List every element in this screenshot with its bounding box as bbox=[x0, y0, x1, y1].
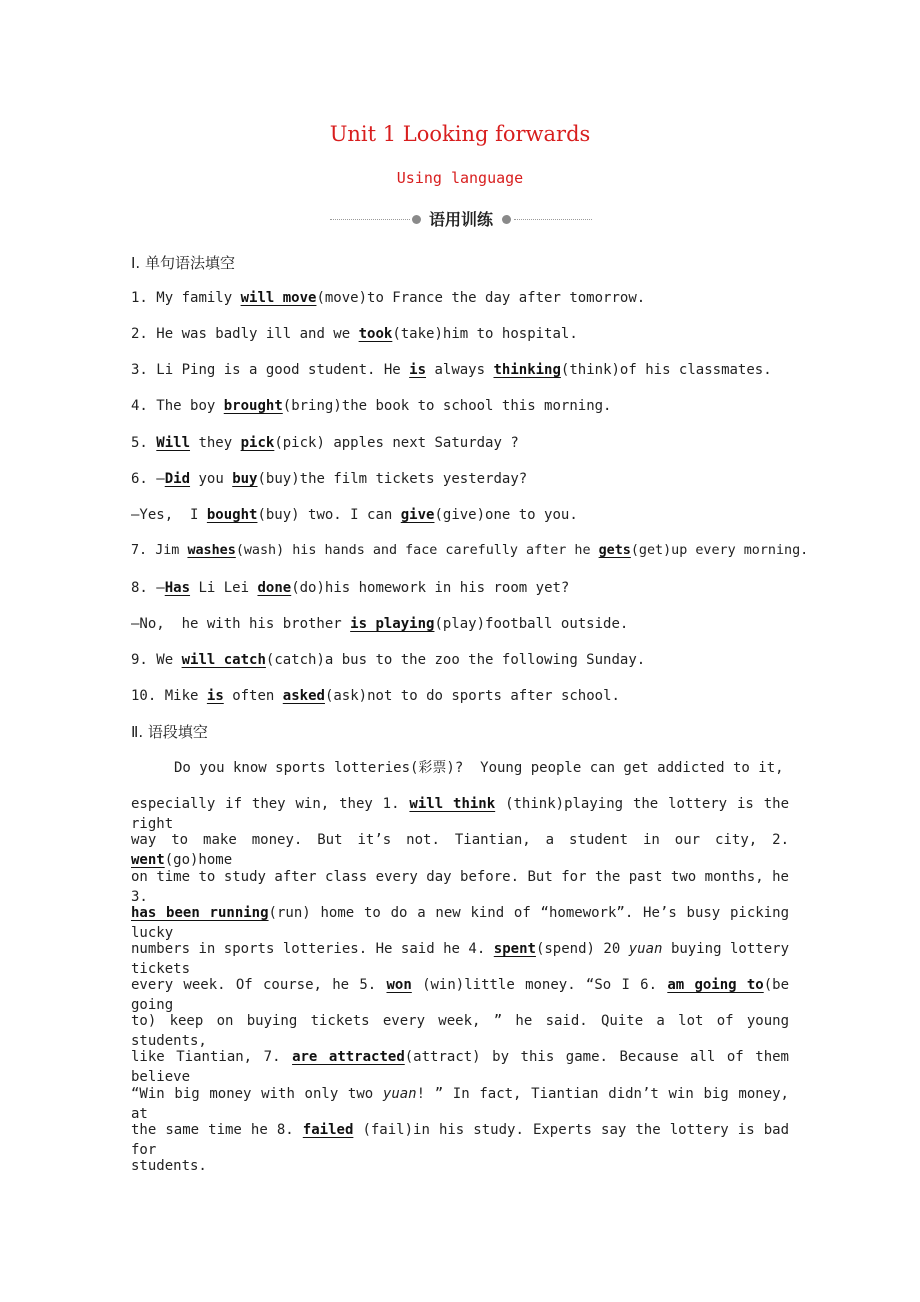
answer: washes bbox=[187, 543, 236, 558]
answer: is playing bbox=[350, 616, 435, 632]
passage-line-4: on time to study after class every day before. But for the past two months, he 3. bbox=[131, 869, 789, 905]
section-banner bbox=[330, 206, 592, 234]
question-8-reply: —No, he with his brother is playing(play)football outside. bbox=[131, 616, 629, 632]
answer: Did bbox=[164, 471, 191, 487]
answer: Will bbox=[156, 435, 191, 451]
answer: Has bbox=[164, 580, 191, 596]
passage-line-11: the same time he 8. failed (fail)in his study. Experts say the lottery is bad for bbox=[131, 1122, 790, 1158]
passage-line-10: “Win big money with only two yuan! ” In fact, Tiantian didn’t win big money, at bbox=[131, 1086, 789, 1122]
question-9: 9. We will catch(catch)a bus to the zoo the following Sunday. bbox=[131, 652, 646, 668]
banner-label: 语用训练 bbox=[428, 210, 493, 229]
passage-line-2: especially if they win, they 1. will think (think)playing the lottery is the right bbox=[131, 796, 790, 832]
banner-left-dot-icon bbox=[412, 215, 421, 224]
question-8: 8. —Has Li Lei done(do)his homework in his room yet? bbox=[131, 580, 570, 596]
answer: won bbox=[386, 977, 412, 993]
answer: gets bbox=[598, 543, 631, 558]
answer: has been running bbox=[131, 905, 269, 921]
question-6-reply: —Yes, I bought(buy) two. I can give(give)one to you. bbox=[131, 507, 578, 523]
answer: pick bbox=[240, 435, 275, 451]
answer: done bbox=[257, 580, 292, 596]
page-title: Unit 1 Looking forwards bbox=[329, 122, 591, 146]
question-2: 2. He was badly ill and we took(take)him to hospital. bbox=[131, 326, 578, 342]
passage-line-3: way to make money. But it’s not. Tiantian, a student in our city, 2. went(go)home bbox=[131, 832, 789, 868]
question-5: 5. Will they pick(pick) apples next Saturday ? bbox=[131, 435, 519, 451]
answer: give bbox=[400, 507, 435, 523]
page-subtitle: Using language bbox=[396, 169, 524, 187]
answer: buy bbox=[232, 471, 258, 487]
answer: will think bbox=[409, 796, 496, 812]
answer: asked bbox=[282, 688, 325, 704]
passage-line-5: has been running(run) home to do a new kind of “homework”. He’s busy picking lucky bbox=[131, 905, 789, 941]
question-3: 3. Li Ping is a good student. He is always thinking(think)of his classmates. bbox=[131, 362, 772, 378]
question-7: 7. Jim washes(wash) his hands and face carefully after he gets(get)up every morning. bbox=[131, 543, 809, 558]
answer: bought bbox=[206, 507, 258, 523]
question-1: 1. My family will move(move)to France the day after tomorrow. bbox=[131, 290, 646, 306]
section-1-heading: Ⅰ. 单句语法填空 bbox=[131, 254, 235, 272]
banner-left-rule bbox=[330, 219, 410, 220]
passage-line-12: students. bbox=[131, 1158, 207, 1174]
banner-right-dot-icon bbox=[502, 215, 511, 224]
passage-line-9: like Tiantian, 7. are attracted(attract) by this game. Because all of them believe bbox=[131, 1049, 789, 1085]
answer: brought bbox=[223, 398, 283, 414]
answer: is bbox=[409, 362, 427, 378]
answer: am going to bbox=[667, 977, 764, 993]
section-2-heading: Ⅱ. 语段填空 bbox=[131, 723, 208, 741]
answer: will catch bbox=[181, 652, 266, 668]
question-6: 6. —Did you buy(buy)the film tickets yesterday? bbox=[131, 471, 528, 487]
question-4: 4. The boy brought(bring)the book to school this morning. bbox=[131, 398, 612, 414]
answer: took bbox=[358, 326, 393, 342]
answer: is bbox=[206, 688, 224, 704]
answer: thinking bbox=[493, 362, 561, 378]
passage-line-8: to) keep on buying tickets every week, ” he said. Quite a lot of young students, bbox=[131, 1013, 789, 1049]
passage-line-1: Do you know sports lotteries(彩票)? Young people can get addicted to it, bbox=[174, 760, 784, 776]
answer: spent bbox=[493, 941, 536, 957]
answer: are attracted bbox=[292, 1049, 405, 1065]
answer: will move bbox=[240, 290, 317, 306]
passage-line-6: numbers in sports lotteries. He said he 4. spent(spend) 20 yuan buying lottery tickets bbox=[131, 941, 789, 977]
question-10: 10. Mike is often asked(ask)not to do sports after school. bbox=[131, 688, 620, 704]
banner-right-rule bbox=[514, 219, 592, 220]
passage-line-7: every week. Of course, he 5. won (win)little money. “So I 6. am going to(be going bbox=[131, 977, 790, 1013]
answer: failed bbox=[302, 1122, 354, 1138]
answer: went bbox=[131, 852, 165, 868]
